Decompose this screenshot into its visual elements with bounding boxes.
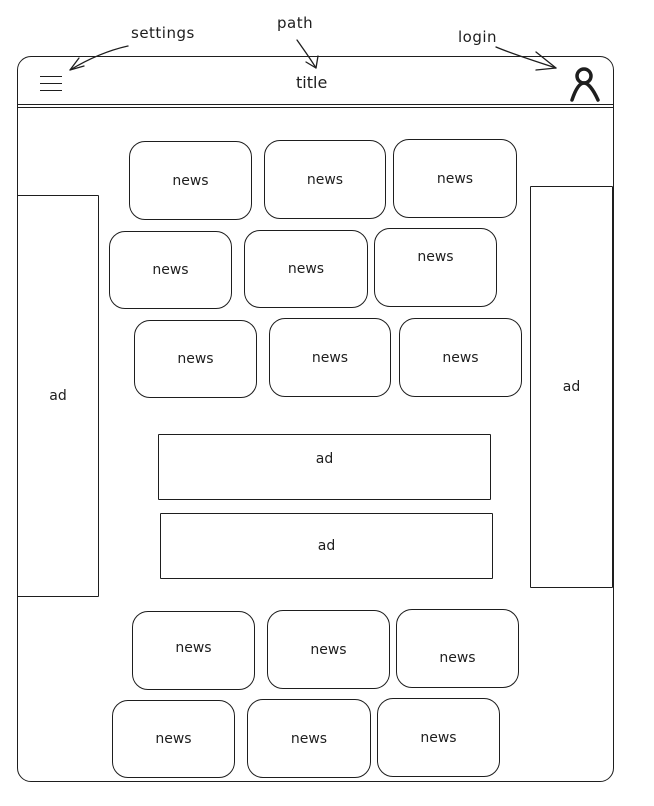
ad-left-sidebar[interactable]: ad <box>17 195 99 597</box>
news-card[interactable]: news <box>247 699 371 778</box>
news-card[interactable]: news <box>399 318 522 397</box>
news-card[interactable]: news <box>134 320 257 398</box>
news-card[interactable]: news <box>129 141 252 220</box>
news-card[interactable]: news <box>396 609 519 688</box>
news-card[interactable]: news <box>132 611 255 690</box>
news-card[interactable]: news <box>109 231 232 309</box>
header-divider <box>17 104 614 105</box>
news-card[interactable]: news <box>269 318 391 397</box>
news-card[interactable]: news <box>244 230 368 308</box>
ad-right-sidebar[interactable]: ad <box>530 186 613 588</box>
path-annotation: path <box>277 14 314 32</box>
ad-banner-bottom[interactable]: ad <box>160 513 493 579</box>
ad-banner-top[interactable]: ad <box>158 434 491 500</box>
page-title: title <box>296 73 328 92</box>
login-annotation: login <box>458 28 498 46</box>
user-icon[interactable] <box>568 64 602 104</box>
news-card[interactable]: news <box>393 139 517 218</box>
news-card[interactable]: news <box>377 698 500 777</box>
news-card[interactable]: news <box>374 228 497 307</box>
news-card[interactable]: news <box>112 700 235 778</box>
settings-annotation: settings <box>131 24 195 42</box>
header-divider-secondary <box>17 107 614 108</box>
hamburger-menu-icon[interactable] <box>40 76 62 97</box>
news-card[interactable]: news <box>264 140 386 219</box>
news-card[interactable]: news <box>267 610 390 689</box>
